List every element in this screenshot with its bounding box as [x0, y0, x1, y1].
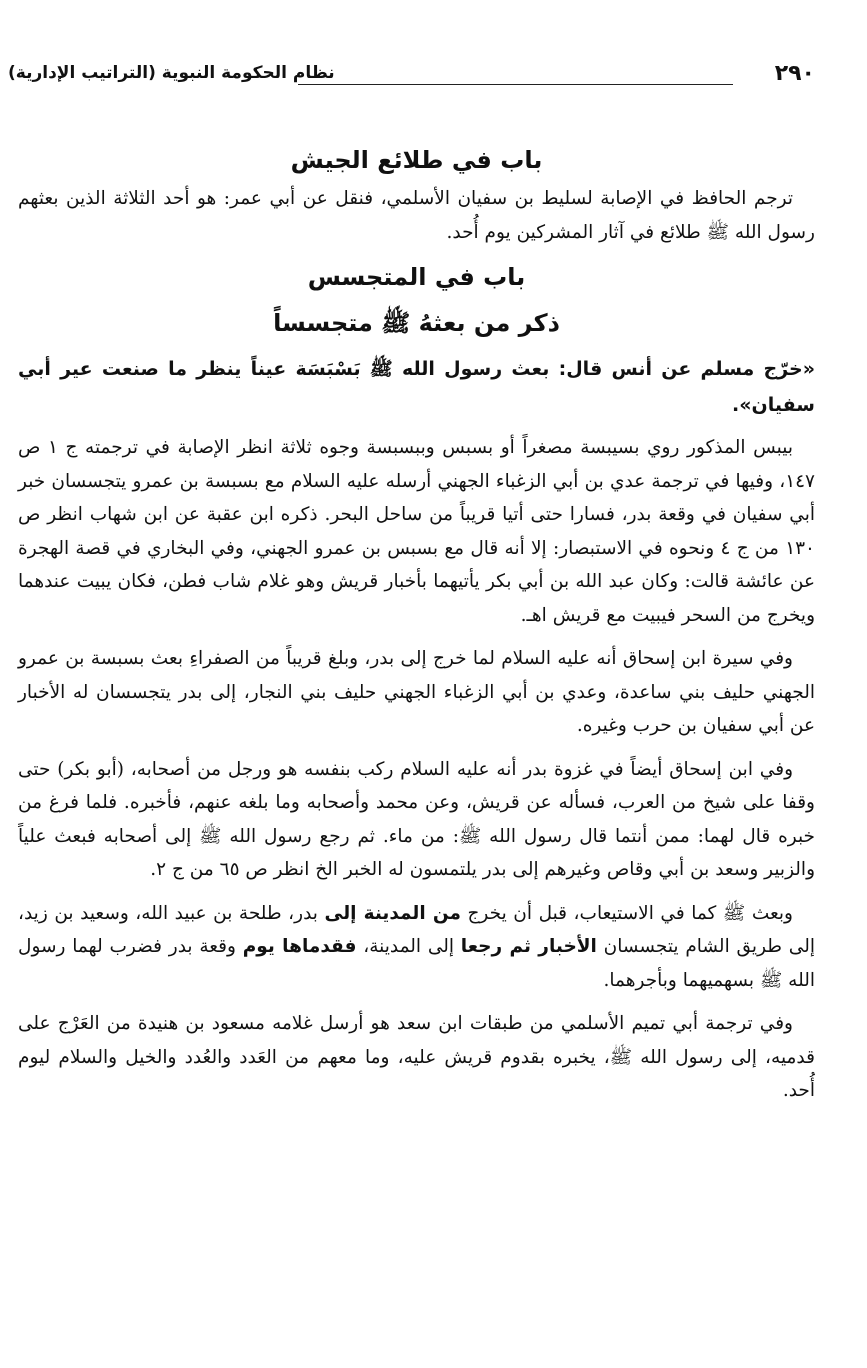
bold-text-run: من المدينة إلى — [324, 902, 461, 924]
bold-text-run: فقدماها يوم — [242, 936, 357, 957]
paragraph-ibn-ishaq-badr: وفي ابن إسحاق أيضاً في غزوة بدر أنه عليه السلام ركب بنفسه هو ورجل من أصحابه، (أبو بكر) حتى وقفا على شيخ من العرب، فسأله عن قريش، وعن محمد وأصحابه وما بلغه عنهم، فأخبره. فلما فرغ من خبره قال لهما: ممن أنتما قال رسول الله ﷺ: من ماء. ثم رجع رسول الله ﷺ إلى أصحابه فبعث علياً والزبير وسعد بن أبي وقاص وغيرهم إلى بدر يلتمسون له الخبر الخ انظر ص ٦٥ من ج ٢. — [18, 758, 815, 880]
header-rule — [298, 84, 733, 85]
section-heading-vanguards: باب في طلائع الجيش — [290, 146, 543, 174]
page-number: ٢٩٠ — [774, 61, 815, 86]
page-content — [18, 130, 815, 1108]
running-header — [8, 55, 815, 95]
text-run: وقعة بدر فضرب لهما رسول الله ﷺ بسهميهما وبأجرهما. — [18, 936, 815, 991]
bold-text-run: الأخبار ثم رجعا — [460, 936, 597, 957]
paragraph-istiab — [18, 897, 815, 998]
paragraph-ibn-ishaq-sira: وفي سيرة ابن إسحاق أنه عليه السلام لما خرج إلى بدر، وبلغ قريباً من الصفراءِ بعث بسبسة بن عمرو الجهني حليف بني ساعدة، وعدي بن أبي الزغباء الجهني حليف بني النجار، إلى بدر يتجسسان له الأخبار عن أبي سفيان بن حرب وغيره. — [18, 648, 815, 736]
paragraph-abu-tamim: وفي ترجمة أبي تميم الأسلمي من طبقات ابن سعد هو أرسل غلامه مسعود بن هنيدة من العَرْج على قدميه، إلى رسول الله ﷺ، يخبره بقدوم قريش عليه، وما معهم من العَدد والعُدد والخيل والسلام ليوم أُحد. — [18, 1013, 815, 1101]
text-run: إلى المدينة، — [356, 936, 461, 957]
hadith-quote: «خرّج مسلم عن أنس قال: بعث رسول الله ﷺ بَسْبَسَة عيناً ينظر ما صنعت عير أبي سفيان». — [18, 358, 815, 416]
paragraph-vanguards: ترجم الحافظ في الإصابة لسليط بن سفيان الأسلمي، فنقل عن أبي عمر: هو أحد الثلاثة الذين بعثهم رسول الله ﷺ طلائع في آثار المشركين يوم أُحد. — [18, 188, 815, 243]
section-heading-spy: باب في المتجسس — [307, 263, 526, 291]
subheading-sent-as-spy: ذكر من بعثهُ ﷺ متجسساً — [273, 309, 560, 337]
book-title: نظام الحكومة النبوية (التراتيب الإدارية) — [8, 63, 335, 83]
text-run: وبعث ﷺ كما في الاستيعاب، قبل أن يخرج — [460, 902, 793, 924]
text-run: بدر، طلحة بن عبيد الله، وسعيد بن زيد، إلى طريق الشام يتجسسان — [18, 902, 815, 957]
paragraph-basbasa: بيبس المذكور روي بسيبسة مصغراً أو بسبس وببسبسة وجوه ثلاثة انظر الإصابة في ترجمته ج ١ ص ١٤٧، وفيها في ترجمة عدي بن أبي الزغباء الجهني أرسله عليه السلام مع بسبسة بن عمرو يتجسسان خبر أبي سفيان في وقعة بدر، فسارا حتى أتيا قريباً من ساحل البحر. ذكره ابن عقبة عن ابن شهاب انظر ص ١٣٠ من ج ٤ ونحوه في الاستبصار: إلا أنه قال مع بسبس بن عمرو الجهني، وفي البخاري في قصة الهجرة عن عائشة قالت: وكان عبد الله بن أبي بكر يأتيهما بأخبار قريش وهو غلام شاب فطن، فكان يبيت عندهما ويخرج من السحر فيبيت مع قريش اهـ. — [18, 437, 815, 626]
